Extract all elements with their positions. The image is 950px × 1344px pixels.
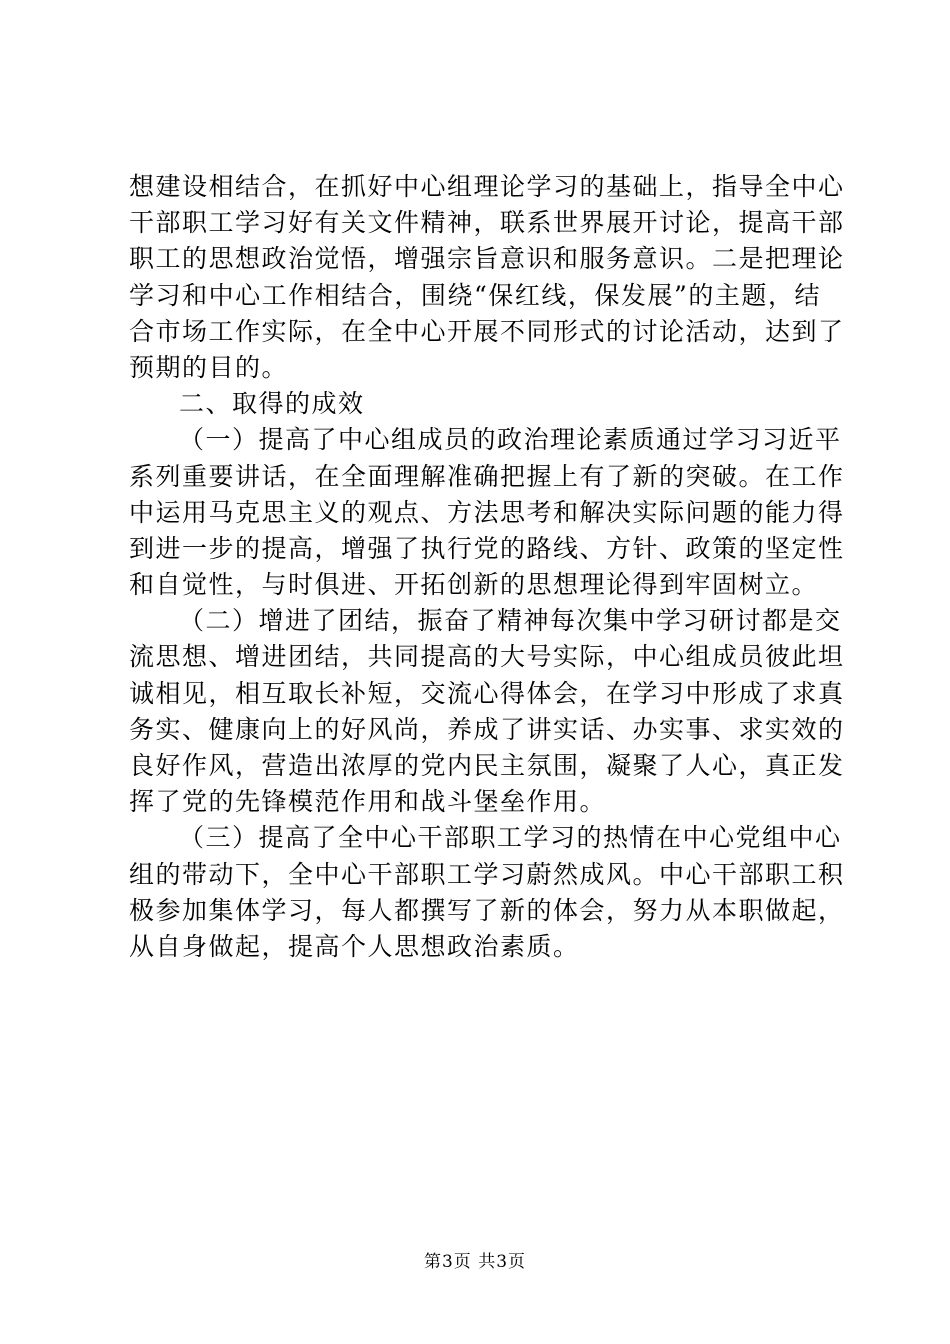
text-line: 预期的目的。 xyxy=(129,352,289,382)
text-line: 职工的思想政治觉悟，增强宗旨意识和服务意识。二是把理论 xyxy=(129,244,845,274)
text-line: 诚相见，相互取长补短，交流心得体会，在学习中形成了求真 xyxy=(129,678,845,708)
text-line: 和自觉性，与时俱进、开拓创新的思想理论得到牢固树立。 xyxy=(129,570,819,600)
document-body xyxy=(129,169,845,965)
text-line: 到进一步的提高，增强了执行党的路线、方针、政策的坚定性 xyxy=(129,533,845,563)
text-line: 想建设相结合，在抓好中心组理论学习的基础上，指导全中心 xyxy=(129,172,845,201)
text-line: 干部职工学习好有关文件精神，联系世界展开讨论，提高干部 xyxy=(129,208,845,238)
text-line: （二）增进了团结，振奋了精神每次集中学习研讨都是交 xyxy=(179,606,842,636)
text-line: 挥了党的先锋模范作用和战斗堡垒作用。 xyxy=(129,787,607,817)
text-line: 系列重要讲话，在全面理解准确把握上有了新的突破。在工作 xyxy=(129,461,845,491)
text-line: 流思想、增进团结，共同提高的大号实际，中心组成员彼此坦 xyxy=(129,642,845,672)
text-line: 组的带动下，全中心干部职工学习蔚然成风。中心干部职工积 xyxy=(129,859,845,889)
text-line: 合市场工作实际，在全中心开展不同形式的讨论活动，达到了 xyxy=(129,316,845,346)
text-line: （一）提高了中心组成员的政治理论素质通过学习习近平 xyxy=(179,425,842,455)
text-line: （三）提高了全中心干部职工学习的热情在中心党组中心 xyxy=(179,823,842,853)
text-line: 极参加集体学习，每人都撰写了新的体会，努力从本职做起， xyxy=(129,895,845,925)
text-line: 学习和中心工作相结合，围绕“保红线，保发展”的主题，结 xyxy=(129,280,821,310)
text-line: 良好作风，营造出浓厚的党内民主氛围，凝聚了人心，真正发 xyxy=(129,751,845,780)
section-heading: 二、取得的成效 xyxy=(179,389,365,419)
text-line: 中运用马克思主义的观点、方法思考和解决实际问题的能力得 xyxy=(129,497,845,527)
page-number-footer: 第3页 共3页 xyxy=(423,1252,527,1272)
text-line: 务实、健康向上的好风尚，养成了讲实话、办实事、求实效的 xyxy=(129,714,845,744)
text-line: 从自身做起，提高个人思想政治素质。 xyxy=(129,931,580,961)
